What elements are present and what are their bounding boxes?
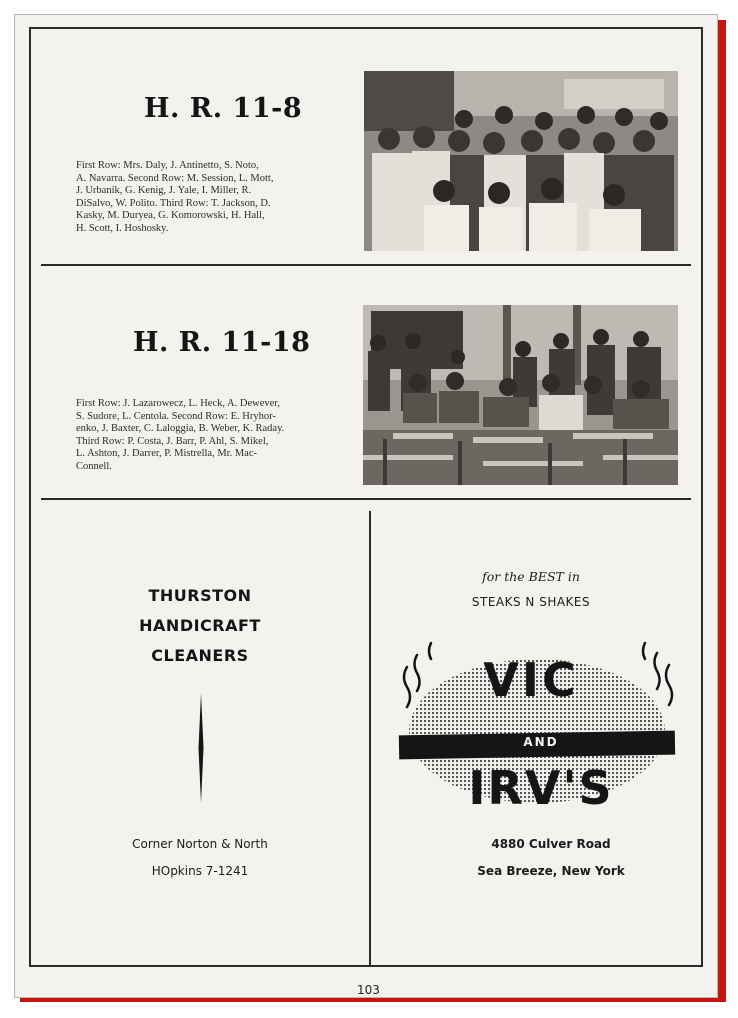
ad-name-line: THURSTON [148,586,252,605]
homeroom-2-title: H. R. 11-18 [133,327,311,358]
ad-name-line: CLEANERS [151,646,249,665]
caption-line: A. Navarra. Second Row: M. Session, L. Mott, [76,172,274,184]
ad-name-line: HANDICRAFT [139,616,261,635]
page-frame [29,27,703,967]
restaurant-specialty: STEAKS N SHAKES [471,595,591,609]
homeroom-1-caption [76,160,354,236]
group-photo-image [364,71,678,251]
group-photo-image [363,305,678,485]
restaurant-address: 4880 Culver Road [491,837,611,851]
logo-bottom-text: IRV'S [468,761,614,815]
homeroom-1-title: H. R. 11-8 [144,93,303,124]
divider-2 [41,498,691,500]
caption-line: Third Row: P. Costa, J. Barr, P. Ahl, S. Mikel, [76,435,269,447]
caption-line: Kasky, M. Duryea, G. Komorowski, H. Hall, [76,210,265,222]
caption-line: enko, J. Baxter, C. Laloggia, B. Weber, K. Raday. [76,423,285,435]
cleaners-phone: HOpkins 7-1241 [151,864,249,878]
restaurant-tagline: for the BEST in [482,569,580,584]
homeroom-1-photo [364,71,678,251]
logo-and-text: AND [523,735,559,749]
caption-line: First Row: J. Lazarowecz, L. Heck, A. Dewever, [76,398,280,409]
caption-line: J. Urbanik, G. Kenig, J. Yale, I. Miller, R. [76,185,252,197]
page-number: 103 [357,983,380,997]
yearbook-page [14,14,718,998]
homeroom-2-photo [363,305,678,485]
cleaners-address: Corner Norton & North [132,837,268,851]
caption-line: First Row: Mrs. Daly, J. Antinetto, S. Noto, [76,160,259,171]
logo-top-text: VIC [483,653,579,707]
restaurant-city: Sea Breeze, New York [477,864,625,878]
cleaners-name [105,581,295,671]
divider-1 [41,264,691,266]
caption-line: Connell. [76,460,112,472]
caption-line: S. Sudore, L. Centola. Second Row: E. Hryhor- [76,410,276,422]
ad-divider [369,511,371,965]
caption-line: DiSalvo, W. Polito. Third Row: T. Jackson, D. [76,197,271,209]
caption-line: H. Scott, I. Hoshosky. [76,222,169,234]
caption-line: L. Ashton, J. Darrer, P. Mistrella, Mr. Mac- [76,448,257,460]
homeroom-2-caption [76,398,354,474]
cleaners-ornament [195,693,207,803]
